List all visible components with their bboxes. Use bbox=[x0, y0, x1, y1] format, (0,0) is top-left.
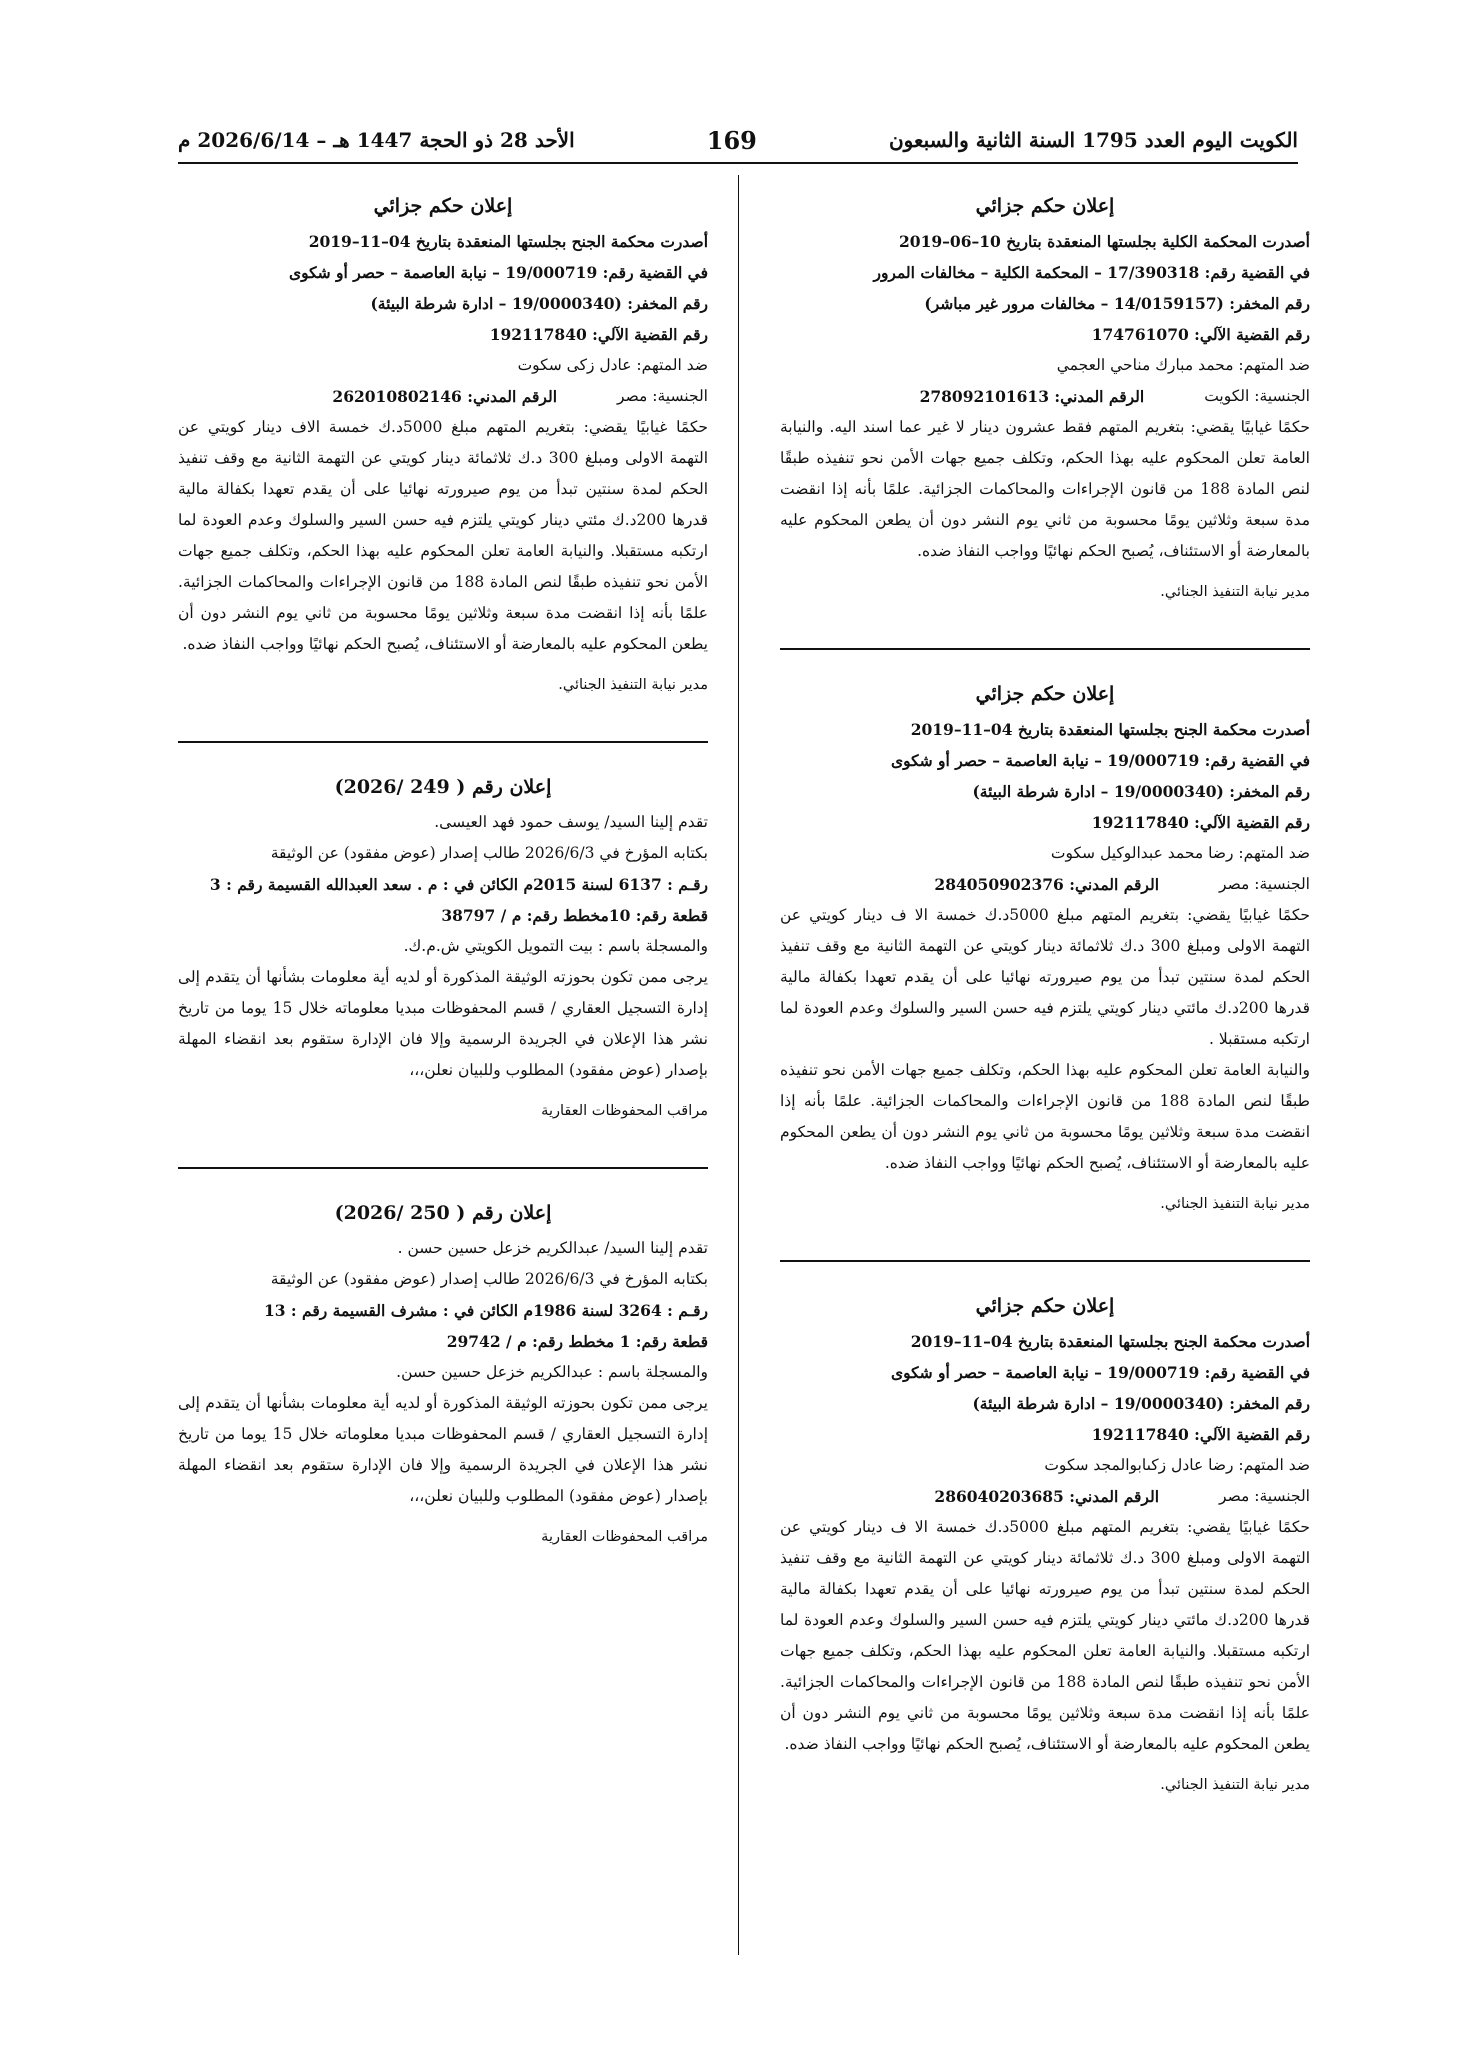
station-number: رقم المخفر: (14/0159157 – مخالفات مرور غير مباشر) bbox=[924, 294, 1310, 313]
section-separator bbox=[178, 741, 708, 743]
nationality: الجنسية: الكويت bbox=[1204, 387, 1310, 405]
left-column bbox=[178, 190, 708, 1553]
judgment-notice-2 bbox=[780, 678, 1310, 1220]
applicant-line: تقدم إلينا السيد/ يوسف حمود فهد العيسى. bbox=[434, 813, 708, 831]
page-number: 169 bbox=[706, 125, 757, 155]
header-rule bbox=[178, 162, 1298, 164]
court-line: أصدرت المحكمة الكلية بجلستها المنعقدة بتاريخ 10–06–2019 bbox=[899, 232, 1310, 251]
real-estate-notice-249 bbox=[178, 771, 708, 1127]
judgment-body-2: والنيابة العامة تعلن المحكوم عليه بهذا الحكم، وتكلف جميع جهات الأمن نحو تنفيذه طبقًا لنص المادة 188 من قانون الإجراءات والمحاكمات الجزائية. علمًا بأنه إذا انقضت مدة سبعة وثلاثين يومًا محسوبة من ثاني يوم النشر دون أن يطعن المحكوم عليه بالمعارضة أو الاستئناف، يُصبح الحكم نهائيًا وواجب النفاذ ضده. bbox=[780, 1061, 1310, 1172]
court-line: أصدرت محكمة الجنح بجلستها المنعقدة بتاريخ 04–11–2019 bbox=[910, 720, 1310, 739]
signature: مدير نيابة التنفيذ الجنائي. bbox=[1160, 1777, 1310, 1793]
judgment-body: حكمًا غيابيًا يقضي: بتغريم المتهم مبلغ 5000د.ك خمسة الا ف دينار كويتي عن التهمة الاولى ومبلغ 300 د.ك ثلاثمائة دينار كويتي عن التهمة الثانية مع وقف تنفيذ الحكم لمدة سنتين تبدأ من يوم صيرورته نهائيا على أن يقدم تعهدا بكفالة مالية قدرها 200د.ك مائتي دينار كويتي يلتزم فيه حسن السير والسلوك وعدم العودة لما ارتكبه مستقبلا . bbox=[780, 906, 1311, 1048]
signature: مراقب المحفوظات العقارية bbox=[541, 1103, 708, 1119]
column-divider bbox=[738, 175, 739, 1955]
station-number: رقم المخفر: (19/0000340 – ادارة شرطة البيئة) bbox=[370, 294, 708, 313]
header-date: الأحد 28 ذو الحجة 1447 هـ – 2026/6/14 م bbox=[178, 128, 575, 152]
notice-title: إعلان حكم جزائي bbox=[373, 195, 513, 217]
notice-title: إعلان حكم جزائي bbox=[975, 683, 1115, 705]
section-separator bbox=[178, 1167, 708, 1169]
case-number: في القضية رقم: 17/390318 – المحكمة الكلية – مخالفات المرور bbox=[873, 263, 1310, 282]
document-line: رقـم : 3264 لسنة 1986م الكائن في : مشرف القسيمة رقم : 13 bbox=[263, 1301, 708, 1320]
station-number: رقم المخفر: (19/0000340 – ادارة شرطة البيئة) bbox=[972, 1394, 1310, 1413]
notice-title: إعلان حكم جزائي bbox=[975, 195, 1115, 217]
judgment-body: حكمًا غيابيًا يقضي: بتغريم المتهم مبلغ 5000د.ك خمسة الا ف دينار كويتي عن التهمة الاولى ومبلغ 300 د.ك ثلاثمائة دينار كويتي عن التهمة الثانية مع وقف تنفيذ الحكم لمدة سنتين تبدأ من يوم صيرورته نهائيا على أن يقدم تعهدا بكفالة مالية قدرها 200د.ك مائتي دينار كويتي يلتزم فيه حسن السير والسلوك وعدم العودة لما ارتكبه مستقبلا. والنيابة العامة تعلن المحكوم عليه بهذا الحكم، وتكلف جميع جهات الأمن نحو تنفيذه طبقًا لنص المادة 188 من قانون الإجراءات والمحاكمات الجزائية. علمًا بأنه إذا انقضت مدة سبعة وثلاثين يومًا محسوبة من ثاني يوم النشر دون أن يطعن المحكوم عليه بالمعارضة أو الاستئناف، يُصبح الحكم نهائيًا وواجب النفاذ ضده. bbox=[780, 1518, 1311, 1753]
civil-id: الرقم المدني: 262010802146 bbox=[332, 387, 558, 406]
real-estate-notice-250 bbox=[178, 1197, 708, 1553]
accused-name: ضد المتهم: رضا عادل زكىابوالمجد سكوت bbox=[1044, 1456, 1310, 1474]
civil-id: الرقم المدني: 278092101613 bbox=[919, 387, 1145, 406]
notice-body: يرجى ممن تكون بحوزته الوثيقة المذكورة أو لديه أية معلومات بشأنها أن يتقدم إلى إدارة التسجيل العقاري / قسم المحفوظات مبديا معلوماته خلال 15 يوما من تاريخ نشر هذا الإعلان في الجريدة الرسمية وإلا فان الإدارة ستقوم بعد انقضاء المهلة بإصدار (عوض مفقود) المطلوب وللبيان نعلن،،، bbox=[178, 1394, 708, 1505]
court-line: أصدرت محكمة الجنح بجلستها المنعقدة بتاريخ 04–11–2019 bbox=[910, 1332, 1310, 1351]
notice-title: إعلان رقم ( 249 /2026) bbox=[334, 776, 552, 798]
plot-line: قطعة رقم: 10مخطط رقم: م / 38797 bbox=[441, 906, 708, 925]
request-line: بكتابه المؤرخ في 2026/6/3 طالب إصدار (عوض مفقود) عن الوثيقة bbox=[270, 1270, 708, 1288]
id-row bbox=[780, 1481, 1310, 1512]
request-line: بكتابه المؤرخ في 2026/6/3 طالب إصدار (عوض مفقود) عن الوثيقة bbox=[270, 844, 708, 862]
auto-case-number: رقم القضية الآلي: 192117840 bbox=[489, 325, 708, 344]
accused-name: ضد المتهم: رضا محمد عبدالوكيل سكوت bbox=[1050, 844, 1310, 862]
signature: مراقب المحفوظات العقارية bbox=[541, 1529, 708, 1545]
plot-line: قطعة رقم: 1 مخطط رقم: م / 29742 bbox=[446, 1332, 708, 1351]
signature: مدير نيابة التنفيذ الجنائي. bbox=[1160, 1196, 1310, 1212]
signature: مدير نيابة التنفيذ الجنائي. bbox=[558, 677, 708, 693]
case-number: في القضية رقم: 19/000719 – نيابة العاصمة – حصر أو شكوى bbox=[288, 263, 708, 282]
page-header bbox=[178, 120, 1298, 160]
section-separator bbox=[780, 1260, 1310, 1262]
id-row bbox=[780, 869, 1310, 900]
header-issue: الكويت اليوم العدد 1795 السنة الثانية والسبعون bbox=[888, 128, 1298, 152]
court-line: أصدرت محكمة الجنح بجلستها المنعقدة بتاريخ 04–11–2019 bbox=[308, 232, 708, 251]
registered-owner: والمسجلة باسم : عبدالكريم خزعل حسين حسن. bbox=[396, 1363, 708, 1381]
civil-id: الرقم المدني: 286040203685 bbox=[934, 1487, 1160, 1506]
auto-case-number: رقم القضية الآلي: 174761070 bbox=[1091, 325, 1310, 344]
registered-owner: والمسجلة باسم : بيت التمويل الكويتي ش.م.ك. bbox=[403, 937, 708, 955]
right-column bbox=[780, 190, 1310, 1801]
civil-id: الرقم المدني: 284050902376 bbox=[934, 875, 1160, 894]
id-row bbox=[178, 381, 708, 412]
id-row bbox=[780, 381, 1310, 412]
judgment-notice-4 bbox=[178, 190, 708, 701]
judgment-notice-3 bbox=[780, 1290, 1310, 1801]
judgment-body: حكمًا غيابيًا يقضي: بتغريم المتهم فقط عشرون دينار لا غير عما اسند اليه. والنيابة العامة تعلن المحكوم عليه بهذا الحكم، وتكلف جميع جهات الأمن نحو تنفيذه طبقًا لنص المادة 188 من قانون الإجراءات والمحاكمات الجزائية. علمًا بأنه إذا انقضت مدة سبعة وثلاثين يومًا محسوبة من ثاني يوم النشر دون أن يطعن المحكوم عليه بالمعارضة أو الاستئناف، يُصبح الحكم نهائيًا وواجب النفاذ ضده. bbox=[780, 418, 1310, 560]
nationality: الجنسية: مصر bbox=[617, 387, 708, 405]
applicant-line: تقدم إلينا السيد/ عبدالكريم خزعل حسين حسن . bbox=[397, 1239, 708, 1257]
case-number: في القضية رقم: 19/000719 – نيابة العاصمة – حصر أو شكوى bbox=[890, 1363, 1310, 1382]
auto-case-number: رقم القضية الآلي: 192117840 bbox=[1091, 813, 1310, 832]
nationality: الجنسية: مصر bbox=[1219, 1487, 1310, 1505]
notice-title: إعلان رقم ( 250 /2026) bbox=[334, 1202, 552, 1224]
signature: مدير نيابة التنفيذ الجنائي. bbox=[1160, 584, 1310, 600]
judgment-body: حكمًا غيابيًا يقضي: بتغريم المتهم مبلغ 5000د.ك خمسة الاف دينار كويتي عن التهمة الاولى ومبلغ 300 د.ك ثلاثمائة دينار كويتي عن التهمة الثانية مع وقف تنفيذ الحكم لمدة سنتين تبدأ من يوم صيرورته نهائيا على أن يقدم تعهدا بكفالة مالية قدرها 200د.ك مئتي دينار كويتي يلتزم فيه حسن السير والسلوك وعدم العودة لما ارتكبه مستقبلا. والنيابة العامة تعلن المحكوم عليه بهذا الحكم، وتكلف جميع جهات الأمن نحو تنفيذه طبقًا لنص المادة 188 من قانون الإجراءات والمحاكمات الجزائية. علمًا بأنه إذا انقضت مدة سبعة وثلاثين يومًا محسوبة من ثاني يوم النشر دون أن يطعن المحكوم عليه بالمعارضة أو الاستئناف، يُصبح الحكم نهائيًا وواجب النفاذ ضده. bbox=[178, 418, 709, 653]
notice-body: يرجى ممن تكون بحوزته الوثيقة المذكورة أو لديه أية معلومات بشأنها أن يتقدم إلى إدارة التسجيل العقاري / قسم المحفوظات مبديا معلوماته خلال 15 يوما من تاريخ نشر هذا الإعلان في الجريدة الرسمية وإلا فان الإدارة ستقوم بعد انقضاء المهلة بإصدار (عوض مفقود) المطلوب وللبيان نعلن،،، bbox=[178, 968, 708, 1079]
document-line: رقـم : 6137 لسنة 2015م الكائن في : م . سعد العبدالله القسيمة رقم : 3 bbox=[209, 875, 708, 894]
nationality: الجنسية: مصر bbox=[1219, 875, 1310, 893]
case-number: في القضية رقم: 19/000719 – نيابة العاصمة – حصر أو شكوى bbox=[890, 751, 1310, 770]
auto-case-number: رقم القضية الآلي: 192117840 bbox=[1091, 1425, 1310, 1444]
section-separator bbox=[780, 648, 1310, 650]
accused-name: ضد المتهم: محمد مبارك مناحي العجمي bbox=[1056, 356, 1310, 374]
accused-name: ضد المتهم: عادل زكى سكوت bbox=[517, 356, 708, 374]
station-number: رقم المخفر: (19/0000340 – ادارة شرطة البيئة) bbox=[972, 782, 1310, 801]
notice-title: إعلان حكم جزائي bbox=[975, 1295, 1115, 1317]
judgment-notice-1 bbox=[780, 190, 1310, 608]
